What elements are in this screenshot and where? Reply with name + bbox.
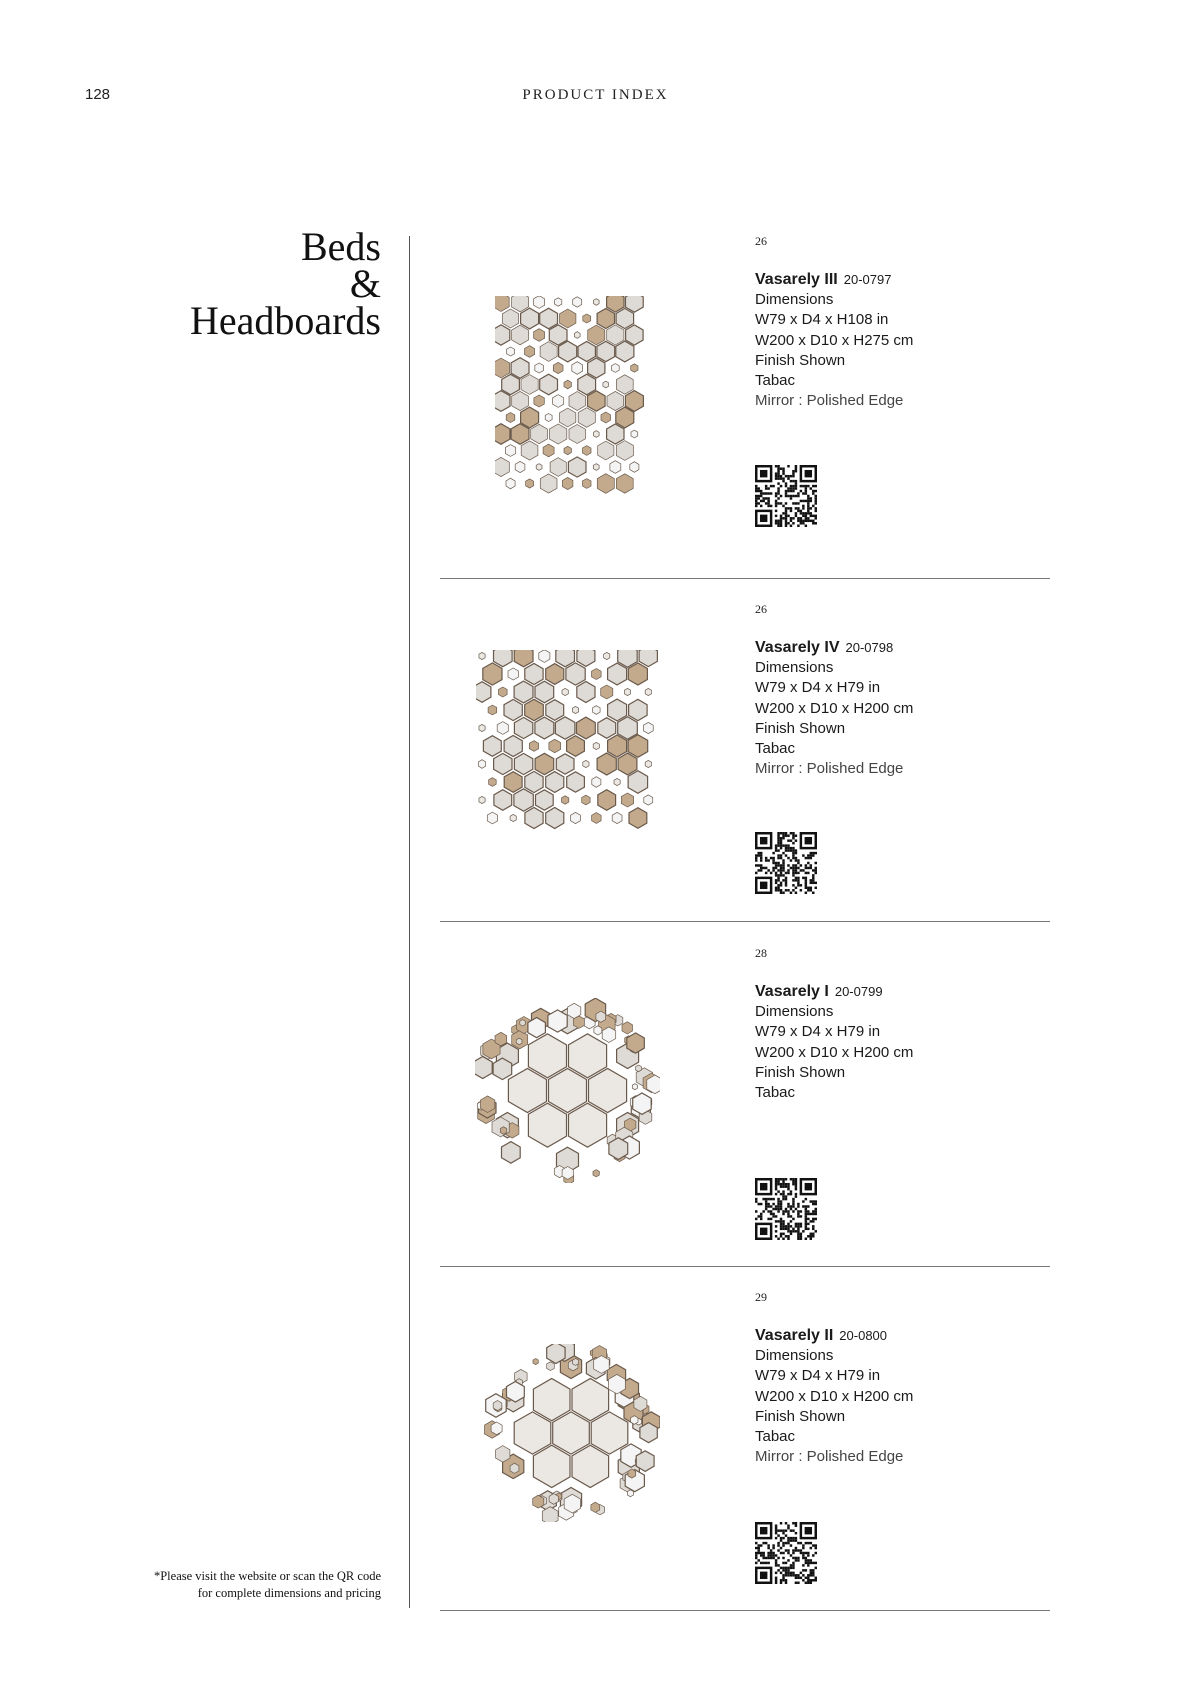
- finish-label: Finish Shown: [755, 1407, 846, 1425]
- finish-label: Finish Shown: [755, 1063, 846, 1081]
- product-entry: [440, 942, 1050, 1267]
- dimensions-cm: W200 x D10 x H200 cm: [755, 1043, 914, 1061]
- product-details: [755, 982, 913, 1103]
- dimensions-inches: W79 x D4 x H79 in: [755, 679, 881, 697]
- dimensions-label: Dimensions: [755, 1347, 834, 1365]
- page-reference: 26: [755, 602, 767, 616]
- finish-value: Tabac: [755, 1084, 796, 1102]
- product-name: Vasarely III: [755, 271, 838, 288]
- product-title-line: [755, 1326, 913, 1346]
- product-code: 20-0800: [839, 1328, 888, 1343]
- dimensions-cm: W200 x D10 x H275 cm: [755, 331, 914, 349]
- section-title: [189, 224, 381, 343]
- product-title-line: [755, 638, 913, 658]
- product-entry: [440, 598, 1050, 923]
- product-image: [475, 998, 660, 1183]
- row-divider: [440, 1610, 1050, 1611]
- finish-label: Finish Shown: [755, 351, 846, 369]
- product-image: [482, 1344, 660, 1522]
- page-reference: 26: [755, 234, 767, 248]
- footnote-line: for complete dimensions and pricing: [197, 1586, 381, 1600]
- row-divider: [440, 921, 1050, 922]
- mirror-spec: Mirror : Polished Edge: [755, 392, 904, 410]
- dimensions-inches: W79 x D4 x H79 in: [755, 1023, 881, 1041]
- product-code: 20-0799: [834, 984, 883, 999]
- finish-label: Finish Shown: [755, 719, 846, 737]
- product-title-line: [755, 982, 913, 1002]
- page-number: 128: [85, 86, 111, 103]
- product-details: [755, 638, 913, 779]
- page-reference: 29: [755, 1290, 767, 1304]
- dimensions-inches: W79 x D4 x H108 in: [755, 311, 889, 329]
- product-name: Vasarely II: [755, 1327, 834, 1344]
- product-name: Vasarely IV: [755, 639, 840, 656]
- vertical-divider: [409, 236, 410, 1608]
- dimensions-cm: W200 x D10 x H200 cm: [755, 699, 914, 717]
- dimensions-cm: W200 x D10 x H200 cm: [755, 1387, 914, 1405]
- finish-value: Tabac: [755, 372, 796, 390]
- footnote: [154, 1568, 381, 1602]
- product-name: Vasarely I: [755, 983, 829, 1000]
- product-code: 20-0798: [845, 640, 894, 655]
- dimensions-label: Dimensions: [755, 659, 834, 677]
- qr-code-icon[interactable]: [755, 465, 817, 527]
- row-divider: [440, 1266, 1050, 1267]
- product-details: [755, 270, 913, 411]
- product-title-line: [755, 270, 913, 290]
- product-image: [495, 296, 645, 496]
- dimensions-inches: W79 x D4 x H79 in: [755, 1367, 881, 1385]
- product-code: 20-0797: [843, 272, 892, 287]
- product-entry: [440, 1286, 1050, 1611]
- finish-value: Tabac: [755, 740, 796, 758]
- mirror-spec: Mirror : Polished Edge: [755, 760, 904, 778]
- row-divider: [440, 578, 1050, 579]
- product-details: [755, 1326, 913, 1467]
- finish-value: Tabac: [755, 1428, 796, 1446]
- section-title-line: Headboards: [189, 298, 381, 343]
- section-title-line: Beds: [301, 224, 381, 269]
- qr-code-icon[interactable]: [755, 1178, 817, 1240]
- product-entry: [440, 230, 1050, 580]
- mirror-spec: Mirror : Polished Edge: [755, 1448, 904, 1466]
- dimensions-label: Dimensions: [755, 291, 834, 309]
- product-image: [476, 650, 659, 835]
- section-title-line: &: [349, 261, 381, 306]
- qr-code-icon[interactable]: [755, 1522, 817, 1584]
- qr-code-icon[interactable]: [755, 832, 817, 894]
- page-reference: 28: [755, 946, 767, 960]
- footnote-line: *Please visit the website or scan the QR code: [153, 1569, 381, 1583]
- running-header: PRODUCT INDEX: [522, 87, 669, 103]
- dimensions-label: Dimensions: [755, 1003, 834, 1021]
